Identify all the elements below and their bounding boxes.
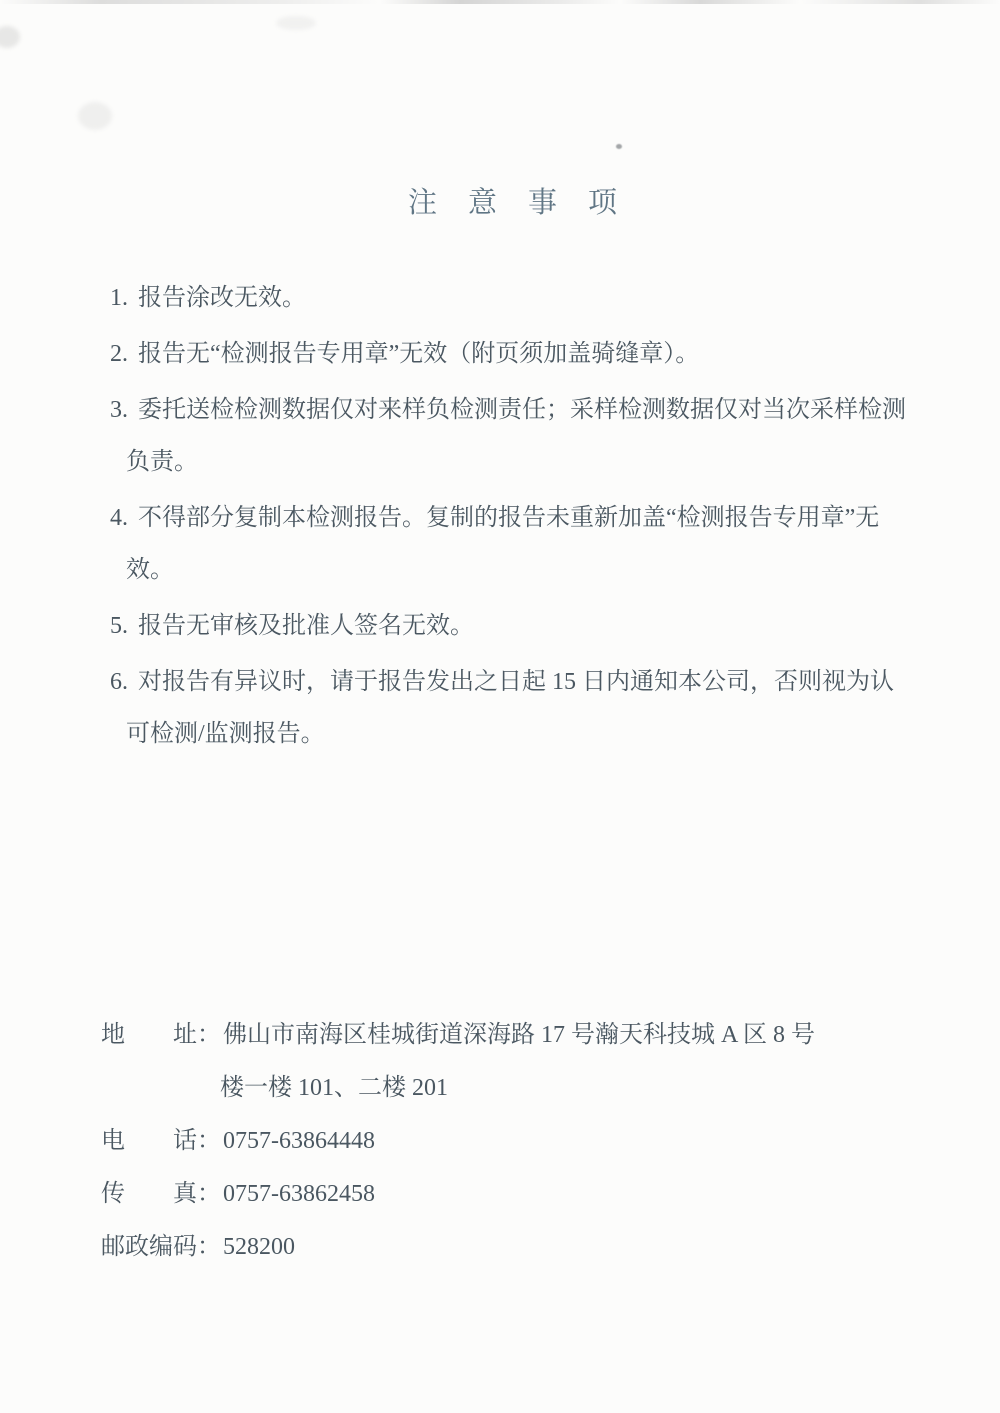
notice-item [106,492,951,596]
page-title: 注意事项 [408,187,649,219]
scan-edge-artifact [0,0,1000,4]
notice-text: 报告无“检测报告专用章”无效（附页须加盖骑缝章）。 [138,341,700,367]
contact-line [101,1115,946,1168]
contact-line [101,1221,946,1274]
notice-line [106,544,951,596]
notice-text: 报告涂改无效。 [138,285,306,311]
contact-label: 地址 [101,1022,197,1048]
scan-smudge [0,26,20,48]
contact-label: 传真 [101,1181,197,1207]
contact-row [101,1115,946,1168]
notice-number: 5. [110,613,128,639]
notice-line [106,708,951,760]
contact-line [101,1168,946,1221]
contact-row [101,1168,946,1221]
notice-item [106,384,951,488]
scan-smudge [276,16,316,30]
notice-number: 1. [110,285,128,311]
notice-text: 可检测/监测报告。 [126,721,325,747]
contact-row [101,1009,946,1115]
contact-value: 528200 [223,1234,295,1260]
contact-value: 佛山市南海区桂城街道深海路 17 号瀚天科技城 A 区 8 号 [223,1022,816,1048]
contact-value: 0757-63862458 [223,1181,375,1207]
notice-line [106,328,951,380]
notice-line [106,384,951,436]
notice-list [106,272,951,764]
contact-info [101,1009,946,1274]
contact-colon: ： [197,1128,221,1154]
notice-number: 3. [110,397,128,423]
notice-text: 不得部分复制本检测报告。复制的报告未重新加盖“检测报告专用章”无 [138,505,880,531]
notice-line [106,656,951,708]
notice-line [106,600,951,652]
notice-text: 报告无审核及批准人签名无效。 [138,613,474,639]
contact-label: 电话 [101,1128,197,1154]
notice-text: 对报告有异议时，请于报告发出之日起 15 日内通知本公司，否则视为认 [138,669,894,695]
contact-line [101,1009,946,1062]
scan-speck [616,144,622,149]
notice-line [106,436,951,488]
contact-line [101,1062,946,1115]
notice-item [106,272,951,324]
notice-text: 效。 [126,557,174,583]
contact-colon: ： [197,1022,221,1048]
notice-number: 6. [110,669,128,695]
contact-colon: ： [197,1234,221,1260]
notice-line [106,492,951,544]
notice-number: 4. [110,505,128,531]
notice-item [106,656,951,760]
notice-text: 负责。 [126,449,198,475]
contact-row [101,1221,946,1274]
notice-text: 委托送检检测数据仅对来样负检测责任；采样检测数据仅对当次采样检测 [138,397,906,423]
notice-number: 2. [110,341,128,367]
contact-colon: ： [197,1181,221,1207]
scan-smudge [78,102,112,130]
contact-label: 邮政编码 [101,1234,197,1260]
notice-item [106,600,951,652]
contact-value: 楼一楼 101、二楼 201 [220,1075,448,1101]
contact-value: 0757-63864448 [223,1128,375,1154]
notice-item [106,328,951,380]
notice-line [106,272,951,324]
